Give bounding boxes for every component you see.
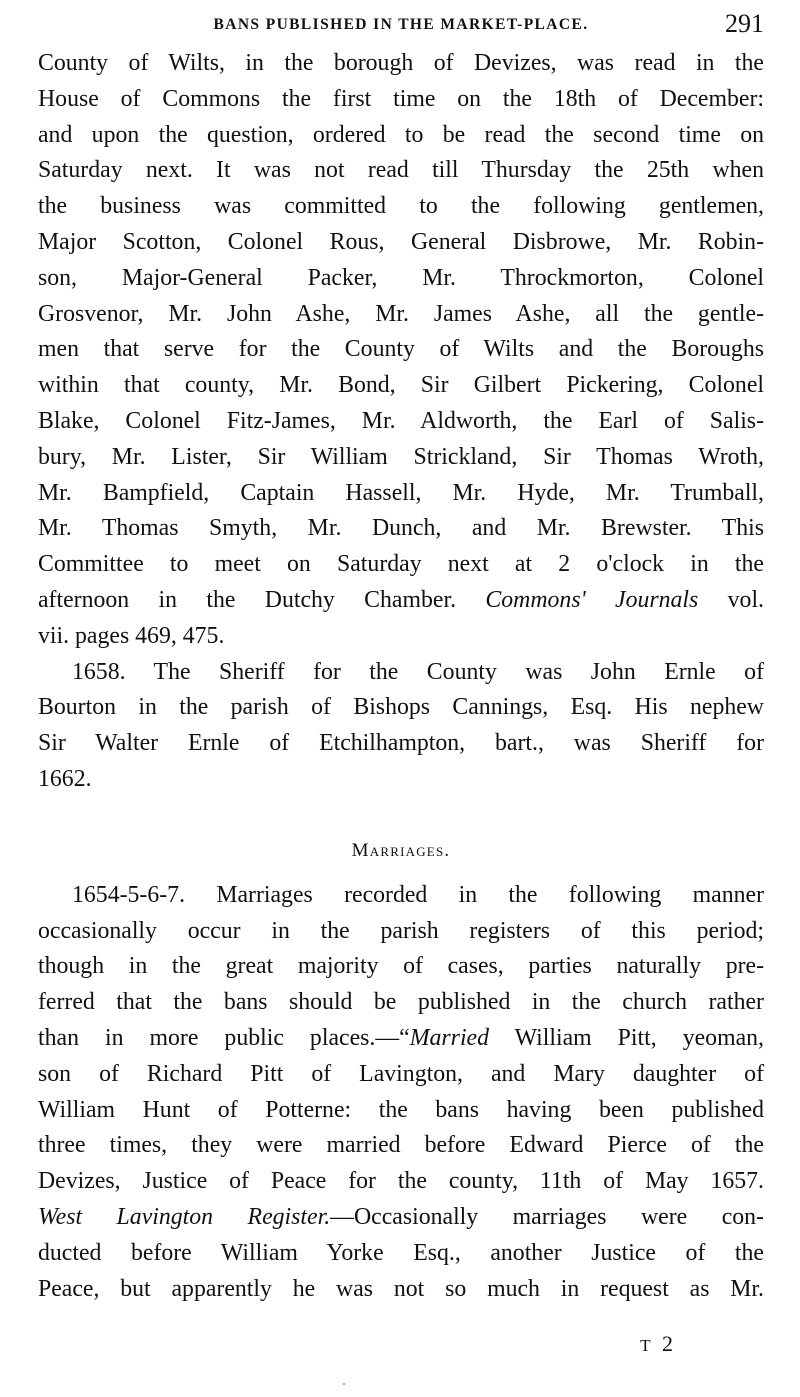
- text-line: and upon the question, ordered to be read the second time on: [38, 121, 764, 148]
- text-line: ferred that the bans should be published in the church rather: [38, 989, 764, 1016]
- paragraph-committee: [38, 46, 764, 655]
- text-line: vii. pages 469, 475.: [38, 622, 225, 649]
- text-line: House of Commons the first time on the 18th of December:: [38, 85, 764, 112]
- text-line: Devizes, Justice of Peace for the county, 11th of May 1657.: [38, 1168, 764, 1195]
- paragraph-sheriff: [38, 655, 764, 798]
- quoted-italic: Married: [409, 1024, 490, 1051]
- text-line: 1654-5-6-7. Marriages recorded in the following manner: [72, 881, 764, 908]
- text-line: son, Major-General Packer, Mr. Throckmorton, Colonel: [38, 264, 764, 291]
- text-line: Mr. Bampfield, Captain Hassell, Mr. Hyde, Mr. Trumball,: [38, 479, 764, 506]
- book-page: [38, 6, 764, 1391]
- text-line: men that serve for the County of Wilts and the Boroughs: [38, 336, 764, 363]
- text-line: 1658. The Sheriff for the County was John Ernle of: [72, 658, 764, 685]
- print-speck: [343, 1383, 345, 1385]
- text-line: though in the great majority of cases, parties naturally pre-: [38, 953, 764, 980]
- signature-number: 2: [662, 1331, 676, 1356]
- text-line: Peace, but apparently he was not so much in request as Mr.: [38, 1275, 764, 1302]
- journal-citation: Commons' Journals: [485, 586, 699, 613]
- paragraph-marriages: [38, 878, 764, 1308]
- text-line-journals: [38, 583, 764, 619]
- text-line: three times, they were married before Edward Pierce of the: [38, 1132, 764, 1159]
- text-fragment: than in more public places.—“: [38, 1024, 410, 1051]
- text-line: Saturday next. It was not read till Thursday the 25th when: [38, 157, 764, 184]
- text-fragment: vol.: [727, 586, 764, 613]
- page-number: 291: [725, 9, 764, 38]
- section-heading: Marriages.: [351, 839, 451, 861]
- text-line: within that county, Mr. Bond, Sir Gilbert Pickering, Colonel: [38, 372, 764, 399]
- text-line: ducted before William Yorke Esq., another Justice of the: [38, 1239, 764, 1266]
- signature-letter: T: [640, 1336, 654, 1355]
- text-line: the business was committed to the following gentlemen,: [38, 193, 764, 220]
- text-line: bury, Mr. Lister, Sir William Strickland, Sir Thomas Wroth,: [38, 443, 764, 470]
- text-line-married: [38, 1021, 764, 1057]
- text-fragment: —Occasionally marriages were con-: [330, 1203, 764, 1230]
- text-line: William Hunt of Potterne: the bans having been published: [38, 1096, 764, 1123]
- text-line: Mr. Thomas Smyth, Mr. Dunch, and Mr. Brewster. This: [38, 515, 764, 542]
- text-line: Blake, Colonel Fitz-James, Mr. Aldworth, the Earl of Salis-: [38, 407, 764, 434]
- text-line: Bourton in the parish of Bishops Cannings, Esq. His nephew: [38, 694, 764, 721]
- text-fragment: afternoon in the Dutchy Chamber.: [38, 586, 457, 613]
- body-text: [38, 46, 764, 1307]
- section-gap: [38, 798, 764, 832]
- text-line-register: [38, 1200, 764, 1236]
- text-line: son of Richard Pitt of Lavington, and Mary daughter of: [38, 1060, 764, 1087]
- text-line: Sir Walter Ernle of Etchilhampton, bart., was Sheriff for: [38, 730, 764, 757]
- text-line: Committee to meet on Saturday next at 2 o'clock in the: [38, 551, 764, 578]
- text-line: Grosvenor, Mr. John Ashe, Mr. James Ashe, all the gentle-: [38, 300, 764, 327]
- text-line: occasionally occur in the parish registers of this period;: [38, 917, 764, 944]
- text-line: Major Scotton, Colonel Rous, General Disbrowe, Mr. Robin-: [38, 228, 764, 255]
- register-citation: West Lavington Register.: [38, 1203, 331, 1230]
- running-title: BANS PUBLISHED IN THE MARKET-PLACE.: [213, 16, 589, 33]
- text-fragment: William Pitt, yeoman,: [514, 1024, 764, 1051]
- signature-mark: [640, 1331, 676, 1357]
- text-line: 1662.: [38, 765, 92, 792]
- text-line: County of Wilts, in the borough of Devizes, was read in the: [38, 50, 764, 76]
- running-head: [38, 6, 764, 46]
